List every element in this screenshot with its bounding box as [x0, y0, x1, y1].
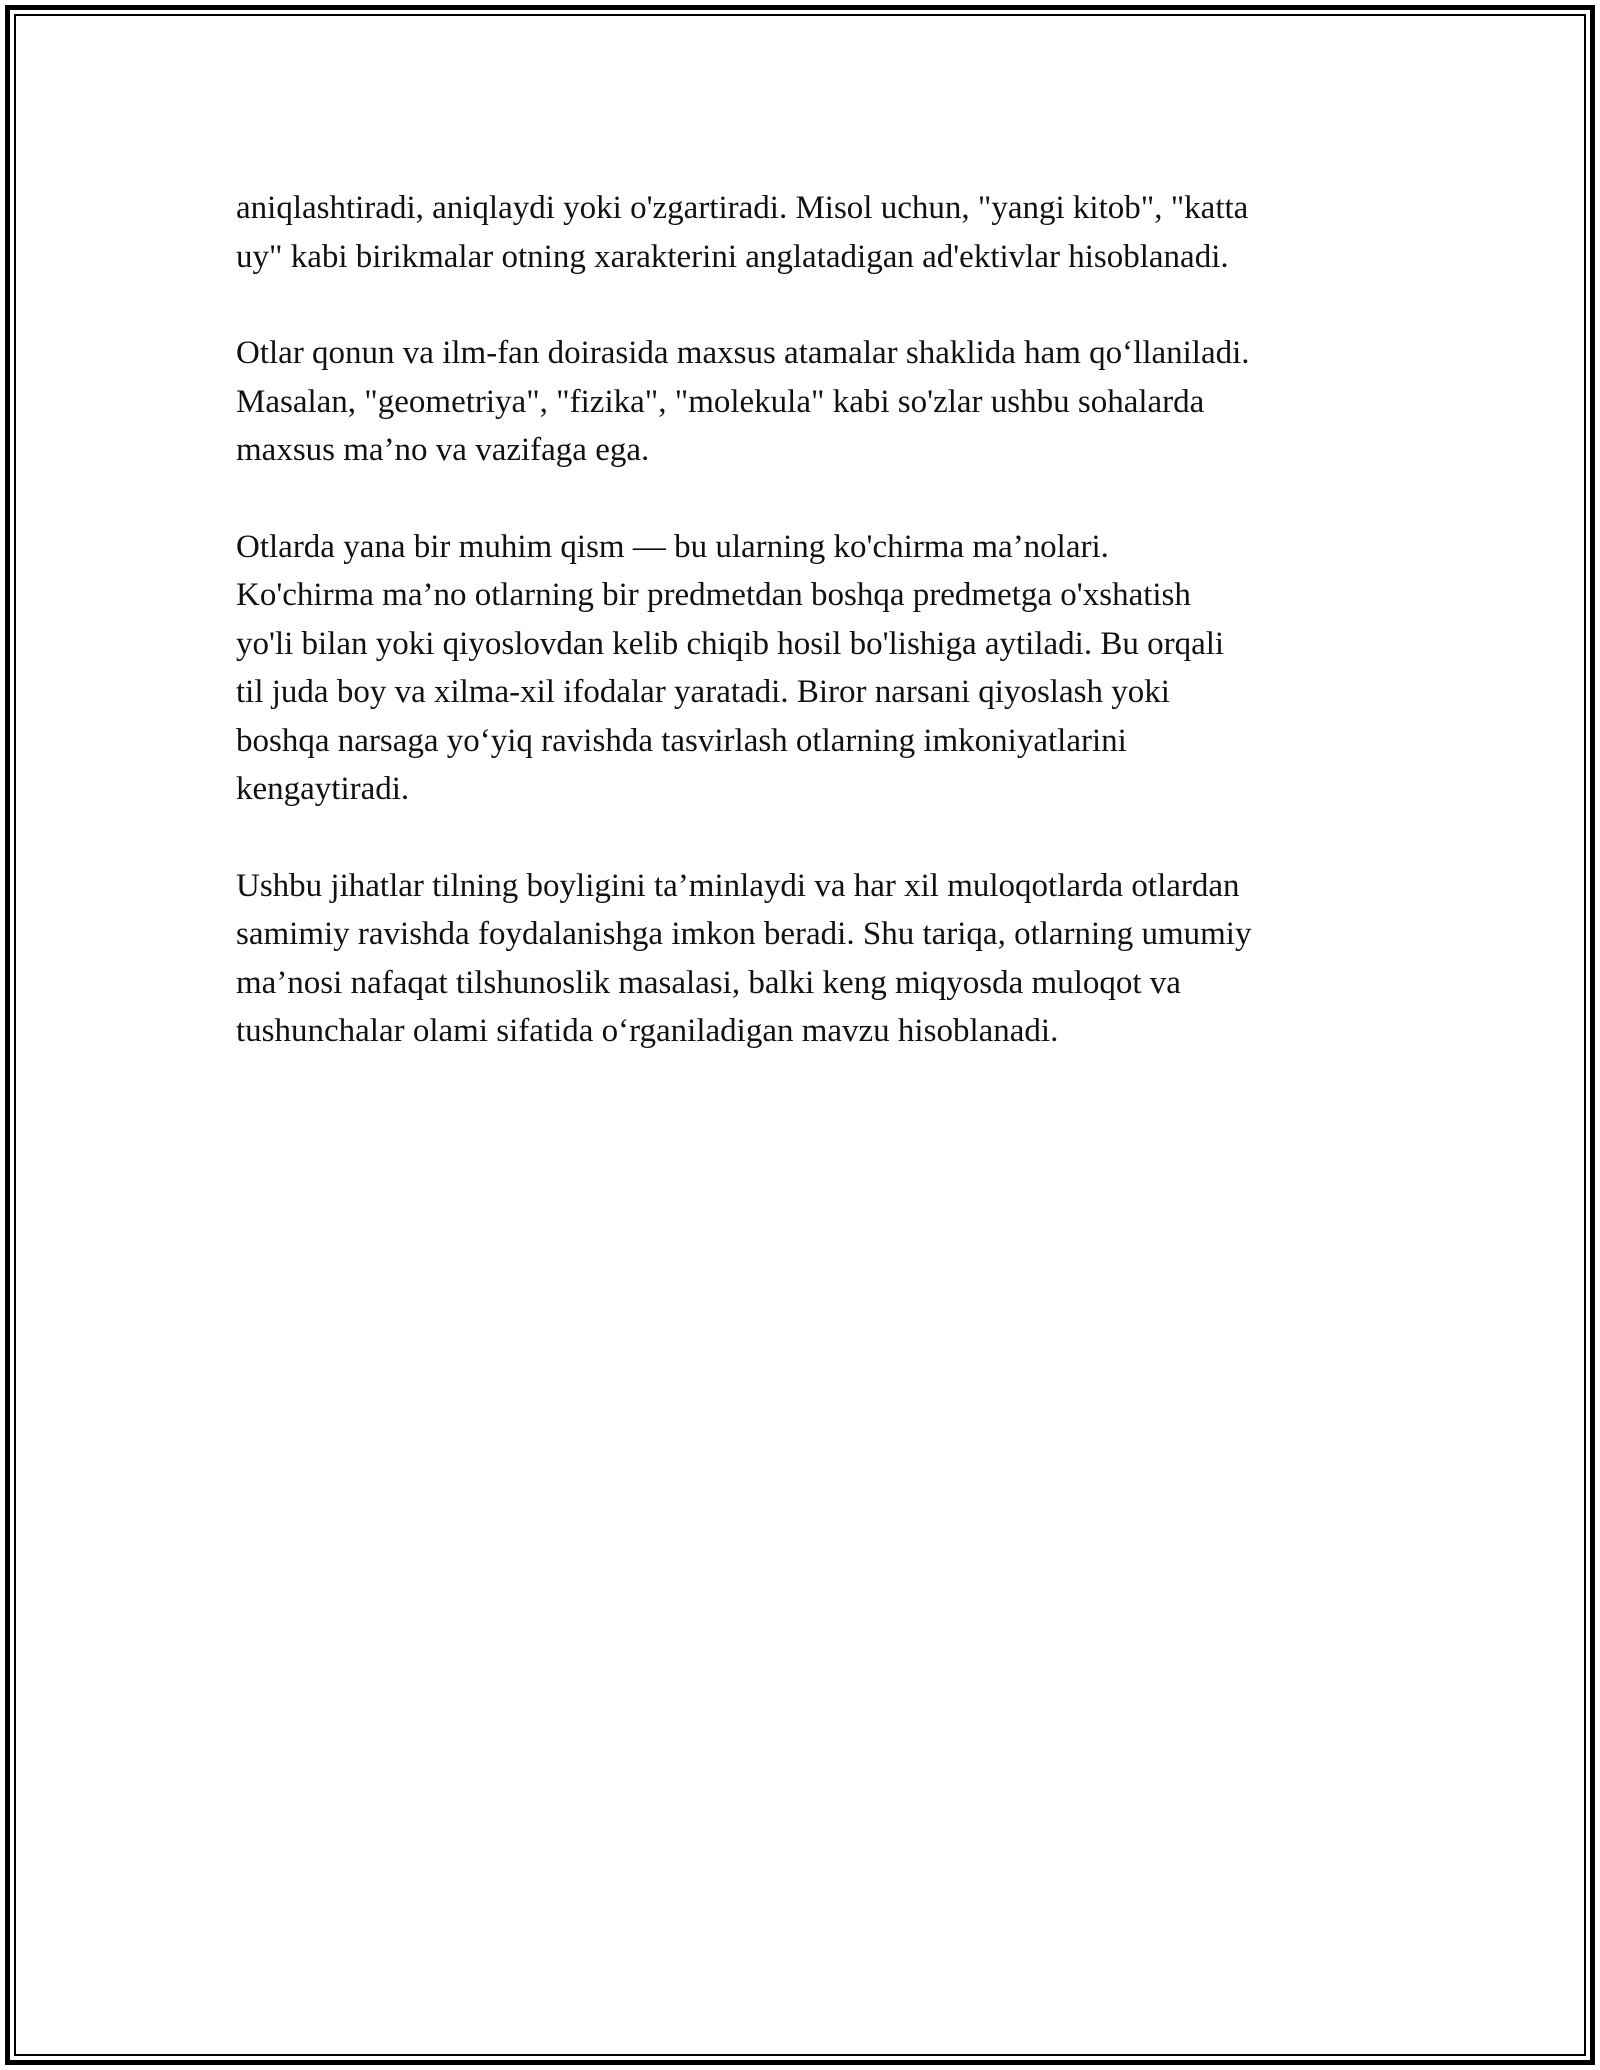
paragraph-2	[236, 329, 1376, 475]
text-line: Otlarda yana bir muhim qism — bu ularning ko'chirma ma’nolari.	[236, 528, 1109, 565]
text-line: til juda boy va xilma-xil ifodalar yaratadi. Biror narsani qiyoslash yoki	[236, 674, 1170, 710]
text-line: kengaytiradi.	[236, 771, 410, 807]
text-line: Otlar qonun va ilm-fan doirasida maxsus atamalar shaklida ham qo‘llaniladi.	[236, 335, 1250, 371]
text-line: yo'li bilan yoki qiyoslovdan kelib chiqib hosil bo'lishiga aytiladi. Bu orqali	[236, 625, 1225, 662]
document-body	[236, 184, 1376, 1104]
text-line: ma’nosi nafaqat tilshunoslik masalasi, balki keng miqyosda muloqot va	[236, 964, 1181, 1001]
text-line: maxsus ma’no va vazifaga ega.	[236, 432, 650, 468]
text-line: Ushbu jihatlar tilning boyligini ta’minlaydi va har xil muloqotlarda otlardan	[236, 867, 1240, 904]
paragraph-4	[236, 862, 1376, 1056]
text-line: aniqlashtiradi, aniqlaydi yoki o'zgartiradi. Misol uchun, "yangi kitob", "katta	[236, 190, 1249, 226]
text-line: samimiy ravishda foydalanishga imkon beradi. Shu tariqa, otlarning umumiy	[236, 916, 1252, 952]
text-line: boshqa narsaga yo‘yiq ravishda tasvirlash otlarning imkoniyatlarini	[236, 722, 1127, 759]
text-line: tushunchalar olami sifatida o‘rganiladigan mavzu hisoblanadi.	[236, 1013, 1059, 1049]
text-line: Masalan, "geometriya", "fizika", "molekula" kabi so'zlar ushbu sohalarda	[236, 383, 1205, 420]
paragraph-1	[236, 184, 1376, 281]
paragraph-3	[236, 523, 1376, 814]
text-line: uy" kabi birikmalar otning xarakterini anglatadigan ad'ektivlar hisoblanadi.	[236, 238, 1229, 275]
text-line: Ko'chirma ma’no otlarning bir predmetdan boshqa predmetga o'xshatish	[236, 577, 1191, 613]
